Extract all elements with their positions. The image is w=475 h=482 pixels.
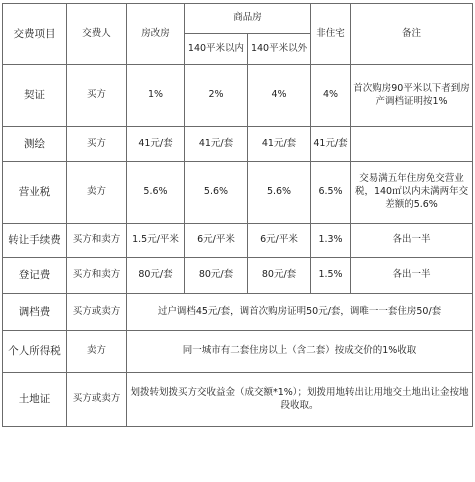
header-payer: 交费人 <box>67 4 127 65</box>
cell-item: 契证 <box>3 65 67 127</box>
cell-payer: 买方 <box>67 65 127 127</box>
cell-nonres: 41元/套 <box>311 127 351 162</box>
cell-under140: 41元/套 <box>185 127 248 162</box>
cell-remark: 交易满五年住房免交营业税，140㎡以内未满两年交差额的5.6% <box>351 162 473 224</box>
cell-merged-note: 划拨转划拨买方交收益金（成交额*1%）；划拨用地转出让用地交土地出让金按地段收取。 <box>127 373 473 427</box>
table-row <box>3 258 473 294</box>
table-row <box>3 127 473 162</box>
table-row <box>3 162 473 224</box>
cell-payer: 买方 <box>67 127 127 162</box>
cell-item: 调档费 <box>3 294 67 331</box>
cell-reform: 80元/套 <box>127 258 185 294</box>
cell-under140: 5.6% <box>185 162 248 224</box>
cell-nonres: 6.5% <box>311 162 351 224</box>
cell-item: 个人所得税 <box>3 331 67 373</box>
cell-remark: 各出一半 <box>351 258 473 294</box>
header-commodity: 商品房 <box>185 4 311 34</box>
table-row <box>3 65 473 127</box>
header-row-1 <box>3 4 473 34</box>
cell-item: 土地证 <box>3 373 67 427</box>
cell-merged-note: 同一城市有二套住房以上（含二套）按成交价的1%收取 <box>127 331 473 373</box>
cell-over140: 4% <box>248 65 311 127</box>
table-row <box>3 331 473 373</box>
cell-over140: 5.6% <box>248 162 311 224</box>
cell-nonres: 1.3% <box>311 224 351 258</box>
table-row <box>3 224 473 258</box>
cell-under140: 2% <box>185 65 248 127</box>
table-row <box>3 294 473 331</box>
cell-payer: 买方和卖方 <box>67 224 127 258</box>
cell-under140: 6元/平米 <box>185 224 248 258</box>
cell-reform: 1.5元/平米 <box>127 224 185 258</box>
cell-payer: 卖方 <box>67 162 127 224</box>
header-under140: 140平米以内 <box>185 34 248 65</box>
cell-payer: 买方和卖方 <box>67 258 127 294</box>
cell-over140: 80元/套 <box>248 258 311 294</box>
cell-item: 营业税 <box>3 162 67 224</box>
header-over140: 140平米以外 <box>248 34 311 65</box>
cell-remark <box>351 127 473 162</box>
fee-table <box>2 3 473 427</box>
cell-remark: 各出一半 <box>351 224 473 258</box>
cell-payer: 卖方 <box>67 331 127 373</box>
cell-item: 登记费 <box>3 258 67 294</box>
cell-payer: 买方或卖方 <box>67 294 127 331</box>
cell-merged-note: 过户调档45元/套，调首次购房证明50元/套，调唯一一套住房50/套 <box>127 294 473 331</box>
cell-reform: 5.6% <box>127 162 185 224</box>
cell-payer: 买方或卖方 <box>67 373 127 427</box>
header-remark: 备注 <box>351 4 473 65</box>
header-reform: 房改房 <box>127 4 185 65</box>
cell-reform: 41元/套 <box>127 127 185 162</box>
cell-over140: 41元/套 <box>248 127 311 162</box>
cell-reform: 1% <box>127 65 185 127</box>
table-row <box>3 373 473 427</box>
cell-remark: 首次购房90平米以下者到房产调档证明按1% <box>351 65 473 127</box>
header-item: 交费项目 <box>3 4 67 65</box>
cell-item: 转让手续费 <box>3 224 67 258</box>
cell-nonres: 1.5% <box>311 258 351 294</box>
cell-nonres: 4% <box>311 65 351 127</box>
cell-item: 测绘 <box>3 127 67 162</box>
header-nonres: 非住宅 <box>311 4 351 65</box>
cell-under140: 80元/套 <box>185 258 248 294</box>
cell-over140: 6元/平米 <box>248 224 311 258</box>
